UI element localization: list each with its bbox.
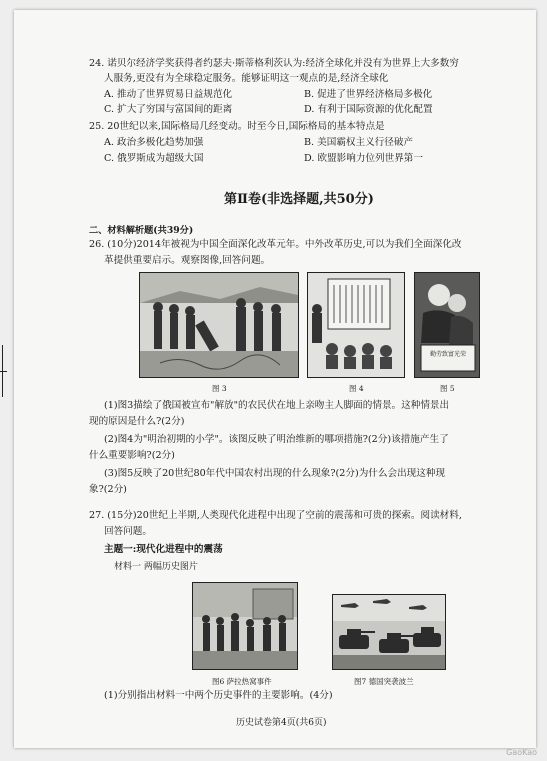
q24-option-a: A. 推动了世界贸易日益规范化 [104, 89, 233, 100]
q26-stem-line1: 26. (10分)2014年被视为中国全面深化改革元年。中外改革历史,可以为我们全面深化改 [89, 239, 462, 250]
q27-theme1: 主题一:现代化进程中的震荡 [104, 544, 223, 555]
page-footer: 历史试卷第4页(共6页) [236, 718, 327, 728]
figure-6-caption: 图6 萨拉热窝事件 [212, 677, 272, 686]
watermark: GaoKao [506, 748, 537, 757]
q27-sub1: (1)分别指出材料一中两个历史事件的主要影响。(4分) [104, 690, 333, 701]
figure-3-caption: 图 3 [212, 384, 227, 393]
figure-7-image [332, 594, 446, 670]
figure-6-image [192, 582, 298, 670]
section2-heading: 二、材料解析题(共39分) [89, 225, 194, 236]
q26-sub1-line1: (1)图3描绘了俄国被宣布"解放"的农民伏在地上亲吻主人脚面的情景。这种情景出 [104, 400, 450, 411]
q26-sub3-line1: (3)图5反映了20世纪80年代中国农村出现的什么现象?(2分)为什么会出现这种现 [104, 468, 446, 479]
q26-sub2-line2: 什么重要影响?(2分) [89, 450, 175, 461]
q26-sub2-line1: (2)图4为"明治初期的小学"。该图反映了明治维新的哪项措施?(2分)该措施产生了 [104, 434, 449, 445]
q26-stem-line2: 革提供重要启示。观察图像,回答问题。 [104, 255, 271, 266]
figure-5-caption: 图 5 [440, 384, 455, 393]
q25-stem: 25. 20世纪以来,国际格局几经变动。时至今日,国际格局的基本特点是 [89, 121, 385, 132]
q24-stem-line2: 人服务,更没有为全球稳定服务。能够证明这一观点的是,经济全球化 [104, 73, 389, 84]
q27-stem-line1: 27. (15分)20世纪上半期,人类现代化进程中出现了空前的震荡和可贵的探索。阅读材料, [89, 510, 462, 521]
figure-4-caption: 图 4 [349, 384, 364, 393]
q24-option-c: C. 扩大了穷国与富国间的距离 [104, 104, 233, 115]
exam-page [14, 10, 536, 748]
q25-option-b: B. 美国霸权主义行径破产 [304, 137, 414, 148]
figure-7-caption: 图7 德国突袭波兰 [354, 677, 414, 686]
q26-sub1-line2: 现的原因是什么?(2分) [89, 416, 185, 427]
figure-5-sign-text: 勤劳致富光荣 [429, 351, 466, 358]
q25-option-a: A. 政治多极化趋势加强 [104, 137, 204, 148]
q27-stem-line2: 回答问题。 [104, 526, 152, 537]
figure-5-image [414, 272, 480, 378]
part2-title: 第Ⅱ卷(非选择题,共50分) [224, 192, 374, 207]
q27-material1-label: 材料一 两幅历史图片 [114, 562, 198, 572]
q25-option-c: C. 俄罗斯成为超级大国 [104, 153, 204, 164]
q26-sub3-line2: 象?(2分) [89, 484, 127, 495]
figure-4-image [307, 272, 405, 378]
q24-option-b: B. 促进了世界经济格局多极化 [304, 89, 433, 100]
q25-option-d: D. 欧盟影响力位列世界第一 [304, 153, 423, 164]
q24-option-d: D. 有利于国际资源的优化配置 [304, 104, 433, 115]
figure-3-image [139, 272, 299, 378]
binding-line-tick [0, 371, 7, 372]
q24-stem-line1: 24. 诺贝尔经济学奖获得者约瑟夫·斯蒂格利茨认为:经济全球化并没有为世界上大多数穷 [89, 58, 459, 69]
